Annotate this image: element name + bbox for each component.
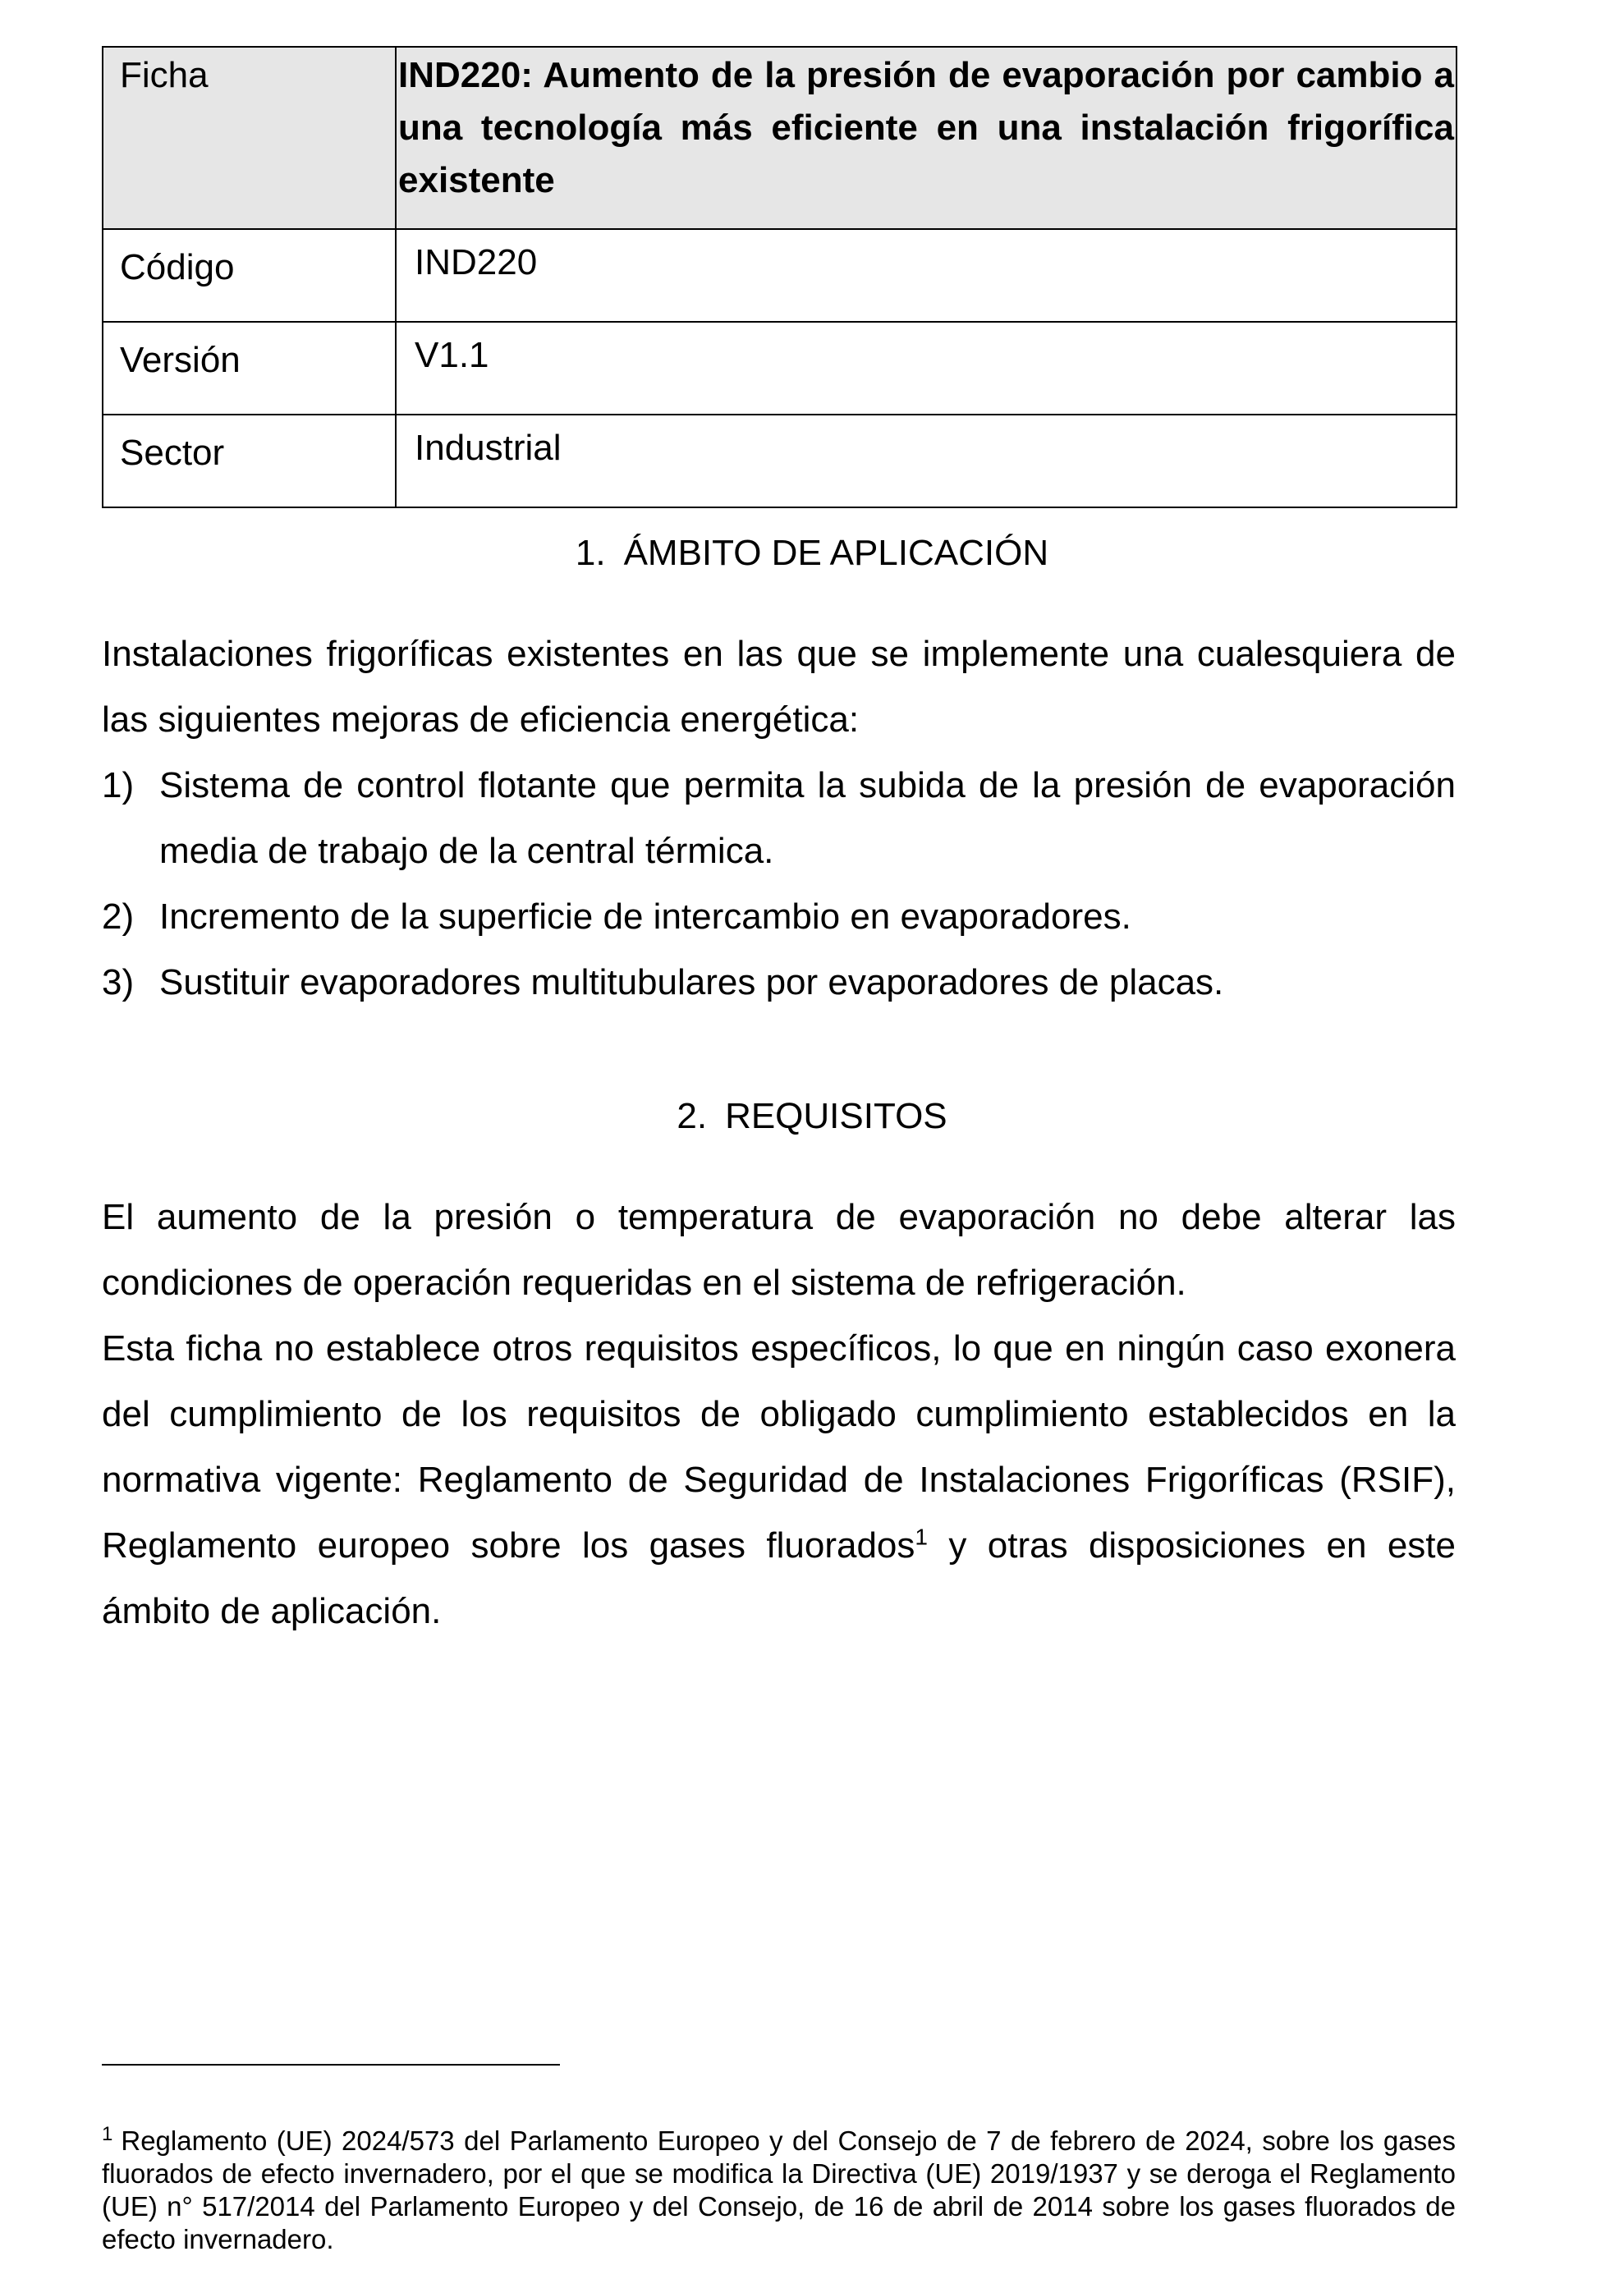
footnote-reference[interactable]: 1 [915,1524,928,1550]
footnote-text: Reglamento (UE) 2024/573 del Parlamento Europeo y del Consejo de 7 de febrero de 2024, sobre los gases fluorados de efecto invernadero, por el que se modifica la Directiva (UE) 2019/1937 y se deroga el Reglamento (UE) n° 517/2014 del Parlamento Europeo y del Consejo, de 16 de abril de 2014 sobre los gases fluorados de efecto invernadero. [102,2125,1456,2254]
list-item-number: 1) [102,765,135,805]
ficha-header-title: IND220: Aumento de la presión de evaporación por cambio a una tecnología más eficiente en una instalación frigorífica existente [396,47,1457,229]
list-item-text: Sustituir evaporadores multitubulares por evaporadores de placas. [159,962,1224,1002]
footnote-mark: 1 [102,2123,113,2145]
list-item [102,884,1456,950]
section1-intro: Instalaciones frigoríficas existentes en las que se implemente una cualesquiera de las siguientes mejoras de eficiencia energética: [102,634,1456,740]
section1-body [102,621,1456,1016]
footnote-divider [102,2064,560,2066]
codigo-value: IND220 [396,229,1457,322]
list-item-number: 2) [102,896,135,937]
list-item-text: Sistema de control flotante que permita la subida de la presión de evaporación media de trabajo de la central térmica. [159,765,1456,871]
version-value: V1.1 [396,322,1457,415]
section2-heading [0,1092,1624,1141]
list-item-text: Incremento de la superficie de intercambio en evaporadores. [159,896,1131,937]
sector-label: Sector [103,415,396,507]
section2-paragraph-2-end: y otras disposiciones en este ámbito de aplicación. [102,1525,1456,1631]
codigo-label: Código [103,229,396,322]
section2-body [102,1185,1456,1644]
list-item-number: 3) [102,962,135,1002]
ficha-header-row [103,47,1457,229]
section2-number: 2. [677,1096,708,1136]
ficha-header-label: Ficha [103,47,396,229]
section1-number: 1. [575,533,606,573]
section1-heading [0,529,1624,578]
section2-paragraph-2-text: Esta ficha no establece otros requisitos específicos, lo que en ningún caso exonera del cumplimiento de los requisitos de obligado cumplimiento establecidos en la normativa vigente: Reglamento de Seguridad de Instalaciones Frigoríficas (RSIF), Reglamento europeo sobre los gases fluorados [102,1328,1456,1566]
list-item [102,753,1456,884]
table-row [103,229,1457,322]
footnote [102,2125,1456,2256]
section2-paragraph-1: El aumento de la presión o temperatura de evaporación no debe alterar las condiciones de operación requeridas en el sistema de refrigeración. [102,1197,1456,1303]
table-row [103,415,1457,507]
list-item [102,950,1456,1016]
section1-title: ÁMBITO DE APLICACIÓN [623,533,1049,573]
ficha-table [102,46,1457,508]
section2-title: REQUISITOS [725,1096,947,1136]
sector-value: Industrial [396,415,1457,507]
version-label: Versión [103,322,396,415]
table-row [103,322,1457,415]
section2-paragraph-2 [102,1316,1456,1644]
